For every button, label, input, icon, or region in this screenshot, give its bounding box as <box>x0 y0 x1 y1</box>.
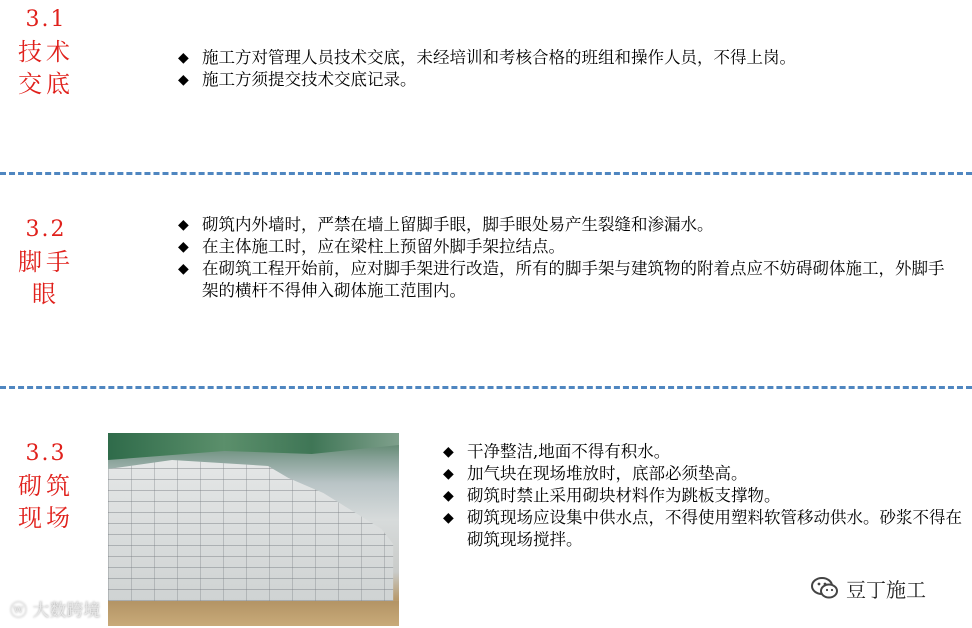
photo-watermark <box>10 596 100 621</box>
section-number: 3.2 <box>25 217 67 242</box>
photo-ground <box>108 601 399 626</box>
section-title-line2: 现场 <box>18 504 74 532</box>
section-title-line2: 眼 <box>32 280 60 308</box>
section-3-2-bullets <box>172 214 952 302</box>
brand-logo <box>810 573 926 603</box>
diamond-bullet-icon: ◆ <box>443 488 454 504</box>
bullet-item: ◆ 砌筑现场应设集中供水点，不得使用塑料软管移动供水。砂浆不得在砌筑现场搅拌。 <box>443 508 962 549</box>
bullet-item: ◆ 在砌筑工程开始前，应对脚手架进行改造，所有的脚手架与建筑物的附着点应不妨碍砌体施工，外脚手架的横杆不得伸入砌体施工范围内。 <box>178 259 945 300</box>
bullet-item: ◆ 干净整洁,地面不得有积水。 <box>443 442 671 461</box>
section-3-3-bullets <box>437 441 965 551</box>
photo-block-pile <box>108 451 399 601</box>
diamond-bullet-icon: ◆ <box>443 466 454 482</box>
block-stack-photo <box>108 433 399 626</box>
section-3-1-label <box>0 4 92 100</box>
section-3-1-bullets <box>172 47 952 91</box>
weibo-icon: ⓦ <box>10 601 27 621</box>
bullet-item: ◆ 砌筑内外墙时，严禁在墙上留脚手眼，脚手眼处易产生裂缝和渗漏水。 <box>178 215 714 234</box>
section-title-line2: 交底 <box>18 70 74 98</box>
bullet-item: ◆ 施工方对管理人员技术交底，未经培训和考核合格的班组和操作人员，不得上岗。 <box>178 48 796 67</box>
section-divider <box>0 172 972 175</box>
bullet-item: ◆ 在主体施工时，应在梁柱上预留外脚手架拉结点。 <box>178 237 565 256</box>
diamond-bullet-icon: ◆ <box>178 239 189 255</box>
section-3-2-label <box>0 214 92 310</box>
diamond-bullet-icon: ◆ <box>178 261 189 277</box>
diamond-bullet-icon: ◆ <box>178 217 189 233</box>
section-title-line1: 技术 <box>18 38 74 66</box>
section-divider <box>0 386 972 389</box>
wechat-icon <box>810 574 840 602</box>
section-3-3-label <box>0 438 92 534</box>
watermark-text: 大数跨境 <box>32 601 101 621</box>
bullet-item: ◆ 砌筑时禁止采用砌块材料作为跳板支撑物。 <box>443 486 781 505</box>
section-title-line1: 砌筑 <box>18 472 74 500</box>
diamond-bullet-icon: ◆ <box>178 50 189 66</box>
section-number: 3.1 <box>25 7 67 32</box>
section-number: 3.3 <box>25 441 67 466</box>
photo-trees <box>108 433 399 463</box>
logo-text: 豆丁施工 <box>846 577 926 602</box>
bullet-item: ◆ 施工方须提交技术交底记录。 <box>178 70 417 89</box>
diamond-bullet-icon: ◆ <box>443 510 454 526</box>
diamond-bullet-icon: ◆ <box>443 444 454 460</box>
section-title-line1: 脚手 <box>18 248 74 276</box>
diamond-bullet-icon: ◆ <box>178 72 189 88</box>
bullet-item: ◆ 加气块在现场堆放时，底部必须垫高。 <box>443 464 748 483</box>
